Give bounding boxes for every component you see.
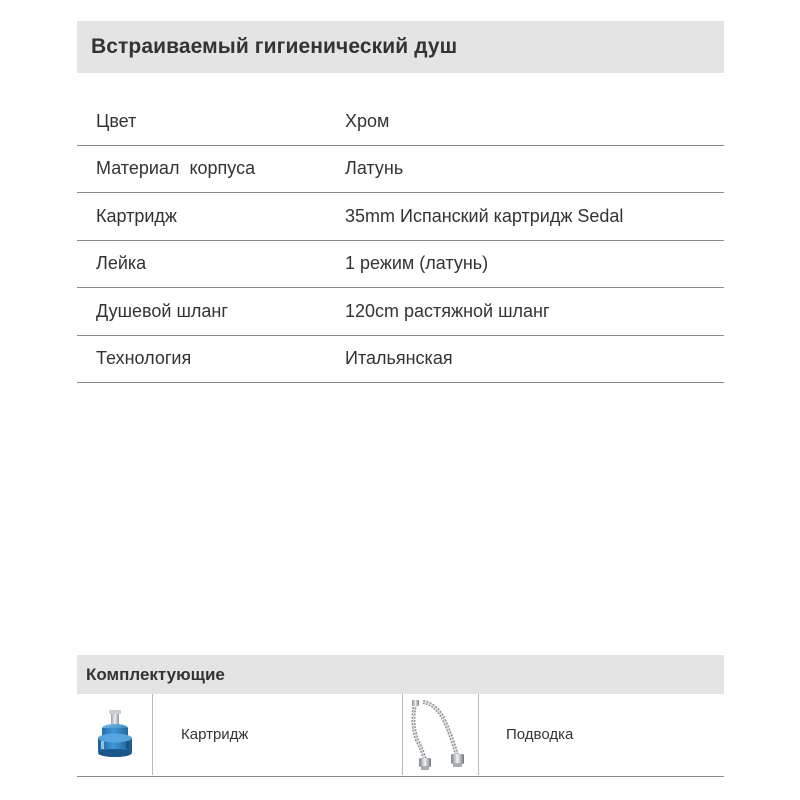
spec-value: 35mm Испанский картридж Sedal (345, 205, 624, 226)
page-title: Встраиваемый гигиенический душ (91, 35, 458, 58)
spec-value: 120cm растяжной шланг (345, 300, 550, 321)
spec-value: Итальянская (345, 348, 453, 369)
spec-label: Материал корпуса (96, 158, 256, 179)
spec-row-showerhead (77, 241, 724, 289)
title-bar (77, 21, 724, 73)
cartridge-icon (77, 694, 153, 775)
spec-value: Латунь (345, 158, 404, 179)
specs-table (77, 98, 724, 383)
cartridge-image-cell (77, 694, 153, 775)
spec-row-material (77, 146, 724, 194)
accessories-row (77, 694, 724, 777)
spec-label: Картридж (96, 205, 177, 226)
spec-label: Душевой шланг (96, 300, 228, 321)
accessory-label-cartridge: Картридж (181, 726, 249, 743)
accessories-header (77, 655, 724, 694)
spec-label: Лейка (96, 253, 147, 274)
spec-value: 1 режим (латунь) (345, 253, 489, 274)
spec-row-cartridge (77, 193, 724, 241)
spec-label: Цвет (96, 110, 137, 131)
accessories-title: Комплектующие (86, 664, 225, 684)
accessory-label-hose: Подводка (506, 726, 574, 743)
spec-row-technology (77, 336, 724, 384)
spec-row-color (77, 98, 724, 146)
hose-image-cell (402, 694, 479, 775)
spec-label: Технология (96, 348, 192, 369)
spec-row-hose (77, 288, 724, 336)
hose-icon (403, 694, 480, 775)
spec-value: Хром (345, 110, 390, 131)
